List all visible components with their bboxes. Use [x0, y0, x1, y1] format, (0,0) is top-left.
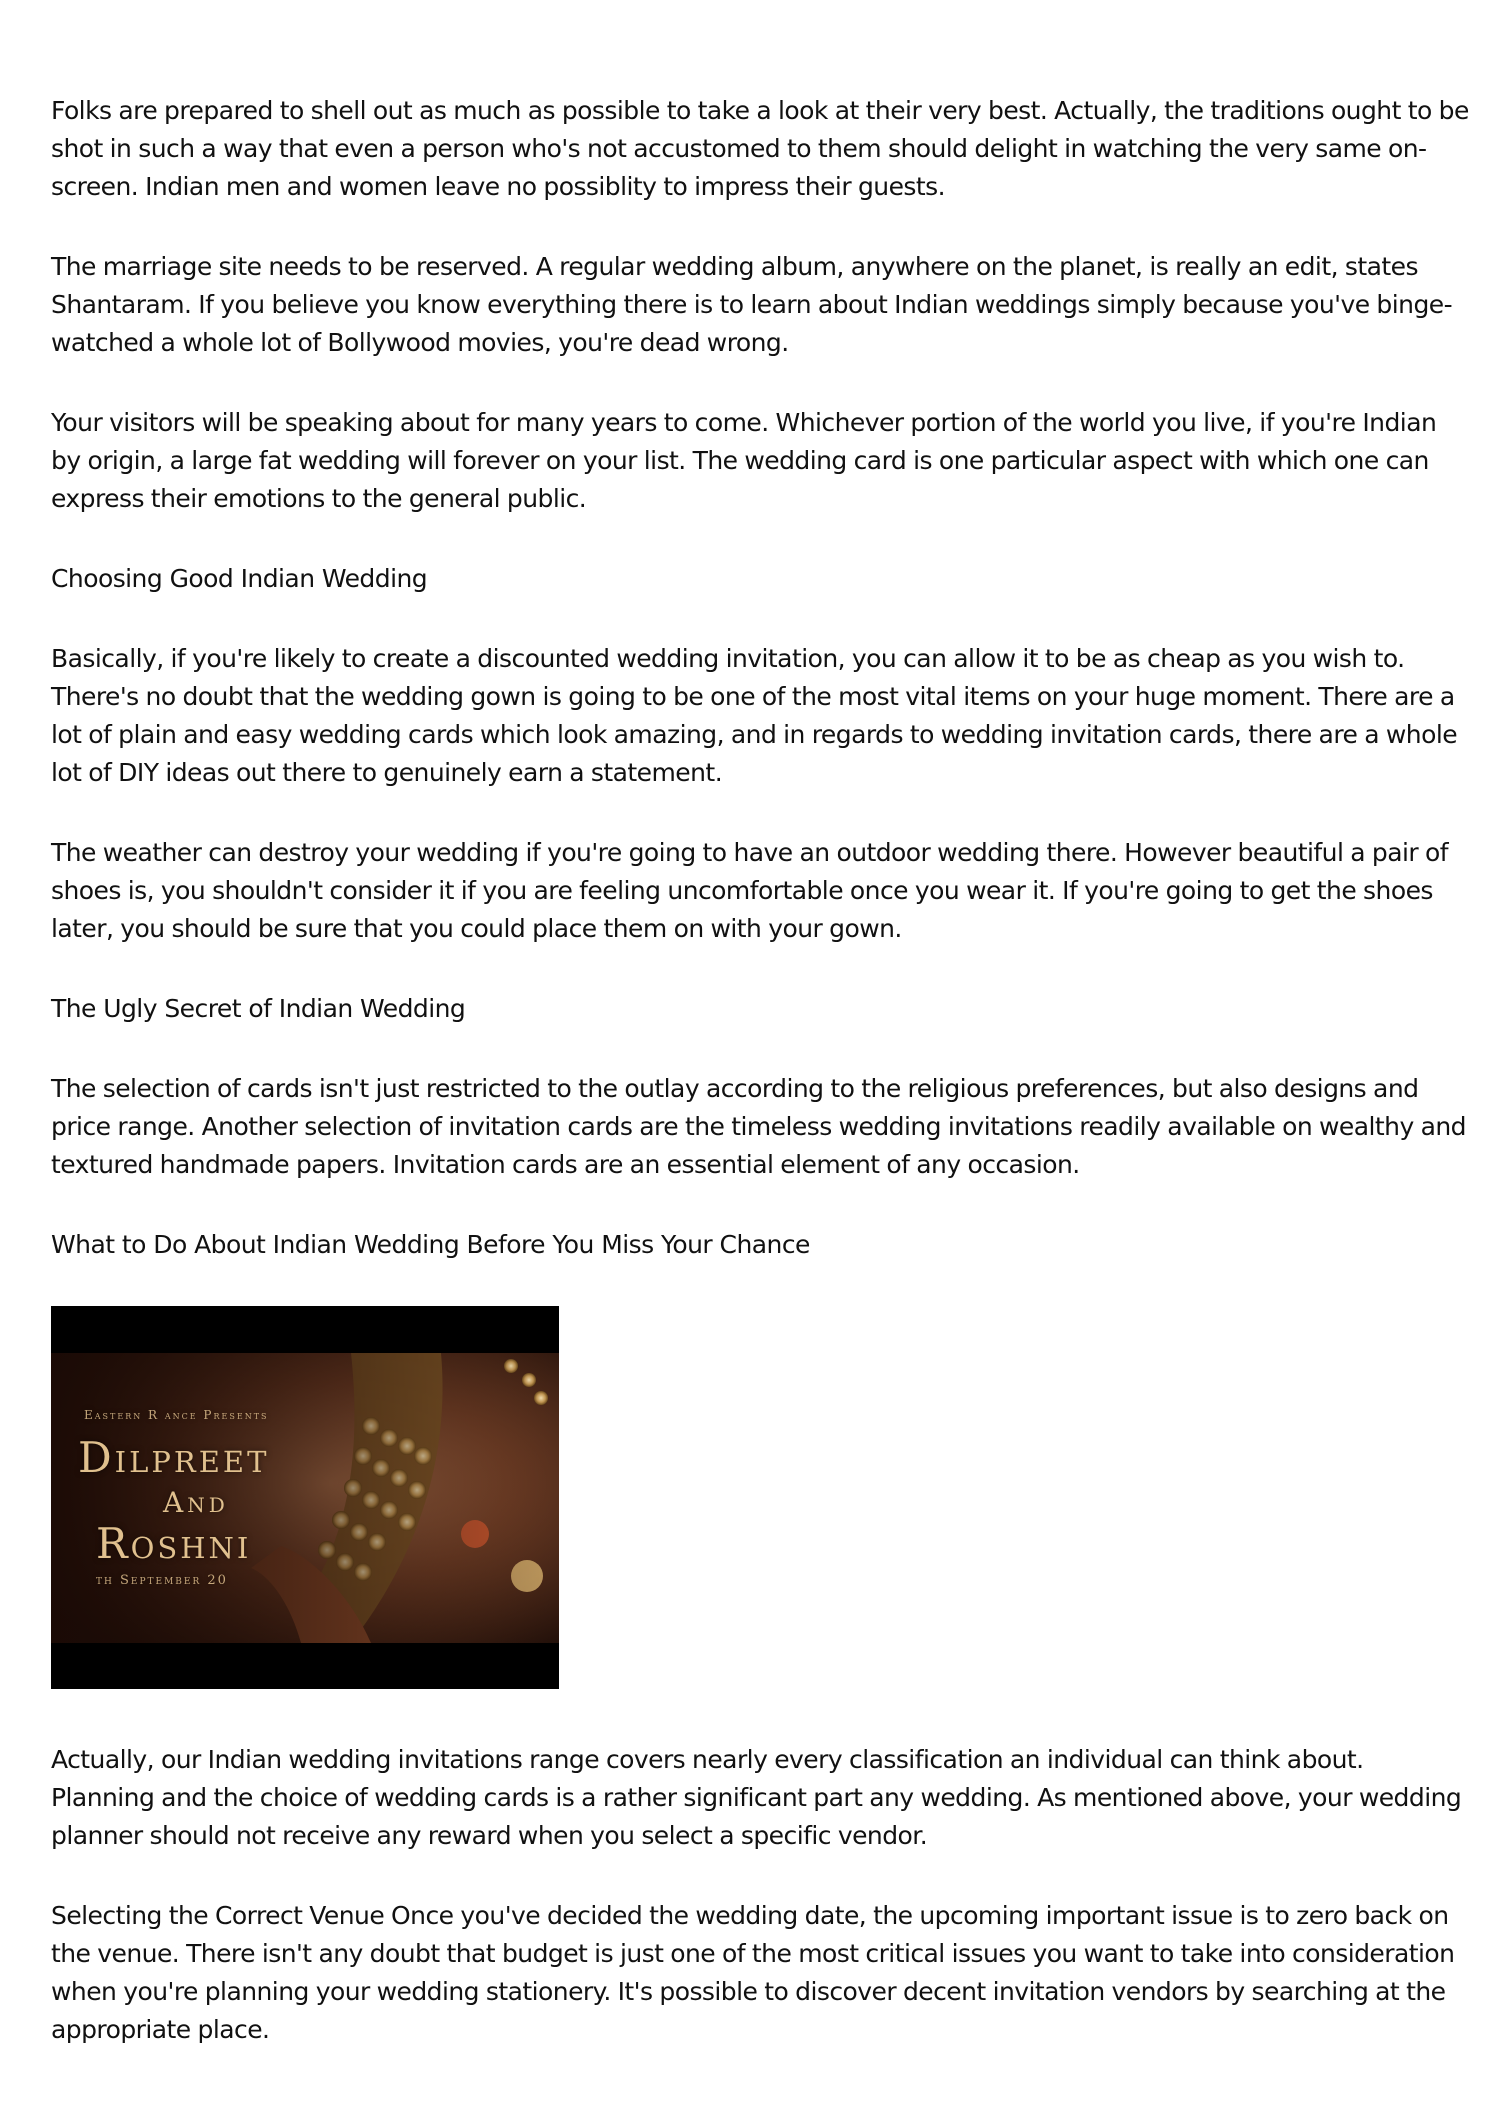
section-heading: Choosing Good Indian Wedding	[51, 564, 428, 593]
figure-presents-text: Eastern R ance Presents	[84, 1408, 269, 1422]
wedding-video-still-image	[51, 1306, 559, 1689]
paragraph: The selection of cards isn't just restricted to the outlay according to the religious preferences, but also designs and price range. Another selection of invitation cards are the timeless wedding invitations readily available on wealthy and textured handmade papers. Invitation cards are an essential element of any occasion.	[51, 1074, 1467, 1179]
wedding-photo-graphic	[51, 1306, 559, 1689]
paragraph: The weather can destroy your wedding if you're going to have an outdoor wedding there. However beautiful a pair of shoes is, you shouldn't consider it if you are feeling uncomfortable once you wear it. If you're going to get the shoes later, you should be sure that you could place them on with your gown.	[51, 838, 1449, 943]
article-body	[51, 92, 1471, 2091]
paragraph: The marriage site needs to be reserved. A regular wedding album, anywhere on the planet, is really an edit, states Shantaram. If you believe you know everything there is to learn about Indian weddings simply because you've binge-watched a whole lot of Bollywood movies, you're dead wrong.	[51, 252, 1453, 357]
figure-name-2: Roshni	[96, 1519, 252, 1568]
paragraph: Basically, if you're likely to create a discounted wedding invitation, you can allow it to be as cheap as you wish to. There's no doubt that the wedding gown is going to be one of the most vital items on your huge moment. There are a lot of plain and easy wedding cards which look amazing, and in regards to wedding invitation cards, there are a whole lot of DIY ideas out there to genuinely earn a statement.	[51, 644, 1458, 787]
paragraph: Selecting the Correct Venue Once you've decided the wedding date, the upcoming important issue is to zero back on the venue. There isn't any doubt that budget is just one of the most critical issues you want to take into consideration when you're planning your wedding stationery. It's possible to discover decent invitation vendors by searching at the appropriate place.	[51, 1901, 1455, 2044]
figure-name-1: Dilpreet	[78, 1433, 270, 1482]
section-heading: The Ugly Secret of Indian Wedding	[51, 994, 466, 1023]
section-heading: What to Do About Indian Wedding Before You Miss Your Chance	[51, 1230, 810, 1259]
paragraph: Folks are prepared to shell out as much as possible to take a look at their very best. Actually, the traditions ought to be shot in such a way that even a person who's not accustomed to them should delight in watching the very same on-screen. Indian men and women leave no possiblity to impress their guests.	[51, 96, 1469, 201]
figure-date-text: th September 20	[96, 1573, 228, 1588]
paragraph: Actually, our Indian wedding invitations range covers nearly every classification an individual can think about. Planning and the choice of wedding cards is a rather significant part any wedding. As mentioned above, your wedding planner should not receive any reward when you select a specific vendor.	[51, 1745, 1462, 1850]
paragraph: Your visitors will be speaking about for many years to come. Whichever portion of the world you live, if you're Indian by origin, a large fat wedding will forever on your list. The wedding card is one particular aspect with which one can express their emotions to the general public.	[51, 408, 1437, 513]
figure-and-text: And	[163, 1486, 229, 1519]
